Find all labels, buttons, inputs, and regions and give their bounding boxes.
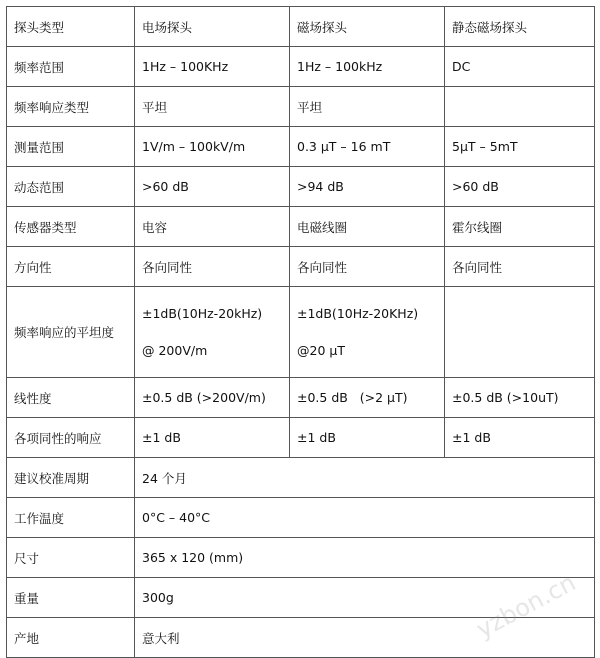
row-label: 建议校准周期 (7, 458, 135, 498)
table-row (7, 538, 595, 578)
table-cell (135, 287, 290, 378)
table-row (7, 87, 595, 127)
table-cell: 意大利 (135, 618, 595, 658)
table-row (7, 287, 595, 378)
cell-line: ±1dB(10Hz-20KHz) (297, 306, 419, 321)
table-cell: 24 个月 (135, 458, 595, 498)
table-row (7, 247, 595, 287)
table-cell: 1Hz – 100KHz (135, 47, 290, 87)
row-label: 方向性 (7, 247, 135, 287)
header-cell: 电场探头 (135, 7, 290, 47)
table-cell (290, 287, 445, 378)
row-label: 重量 (7, 578, 135, 618)
table-cell: 电容 (135, 207, 290, 247)
table-cell: ±1 dB (445, 418, 595, 458)
spec-table (6, 6, 595, 658)
cell-line: @ 200V/m (142, 343, 208, 358)
table-row (7, 458, 595, 498)
table-row (7, 47, 595, 87)
row-label: 频率范围 (7, 47, 135, 87)
table-cell: 平坦 (290, 87, 445, 127)
table-cell: 5µT – 5mT (445, 127, 595, 167)
table-cell: 0.3 µT – 16 mT (290, 127, 445, 167)
table-cell: >94 dB (290, 167, 445, 207)
table-cell: 电磁线圈 (290, 207, 445, 247)
table-row (7, 127, 595, 167)
row-label: 动态范围 (7, 167, 135, 207)
table-cell: 各向同性 (135, 247, 290, 287)
header-cell: 探头类型 (7, 7, 135, 47)
table-cell: ±0.5 dB (>200V/m) (135, 378, 290, 418)
table-cell: 300g (135, 578, 595, 618)
table-cell: 霍尔线圈 (445, 207, 595, 247)
table-cell: >60 dB (135, 167, 290, 207)
table-row (7, 378, 595, 418)
table-cell: 平坦 (135, 87, 290, 127)
table-cell: DC (445, 47, 595, 87)
table-cell: ±0.5 dB (>2 µT) (290, 378, 445, 418)
table-row (7, 207, 595, 247)
spec-table-body (7, 7, 595, 658)
table-cell: ±1 dB (135, 418, 290, 458)
cell-line: @20 µT (297, 343, 345, 358)
header-cell: 静态磁场探头 (445, 7, 595, 47)
row-label: 各项同性的响应 (7, 418, 135, 458)
table-cell: 365 x 120 (mm) (135, 538, 595, 578)
table-row (7, 498, 595, 538)
row-label: 测量范围 (7, 127, 135, 167)
cell-line: ±1dB(10Hz-20kHz) (142, 306, 263, 321)
row-label: 传感器类型 (7, 207, 135, 247)
table-row (7, 578, 595, 618)
watermark: yzbon.cn (471, 568, 581, 644)
row-label: 频率响应的平坦度 (7, 287, 135, 378)
row-label: 尺寸 (7, 538, 135, 578)
table-cell (445, 287, 595, 378)
row-label: 频率响应类型 (7, 87, 135, 127)
table-row (7, 167, 595, 207)
table-cell (445, 87, 595, 127)
row-label: 工作温度 (7, 498, 135, 538)
table-cell: ±1 dB (290, 418, 445, 458)
header-row (7, 7, 595, 47)
table-cell: 各向同性 (290, 247, 445, 287)
row-label: 产地 (7, 618, 135, 658)
table-cell: 1V/m – 100kV/m (135, 127, 290, 167)
table-row (7, 618, 595, 658)
table-cell: 0°C – 40°C (135, 498, 595, 538)
row-label: 线性度 (7, 378, 135, 418)
table-row (7, 418, 595, 458)
table-cell: 1Hz – 100kHz (290, 47, 445, 87)
header-cell: 磁场探头 (290, 7, 445, 47)
table-cell: ±0.5 dB (>10uT) (445, 378, 595, 418)
table-cell: 各向同性 (445, 247, 595, 287)
table-cell: >60 dB (445, 167, 595, 207)
